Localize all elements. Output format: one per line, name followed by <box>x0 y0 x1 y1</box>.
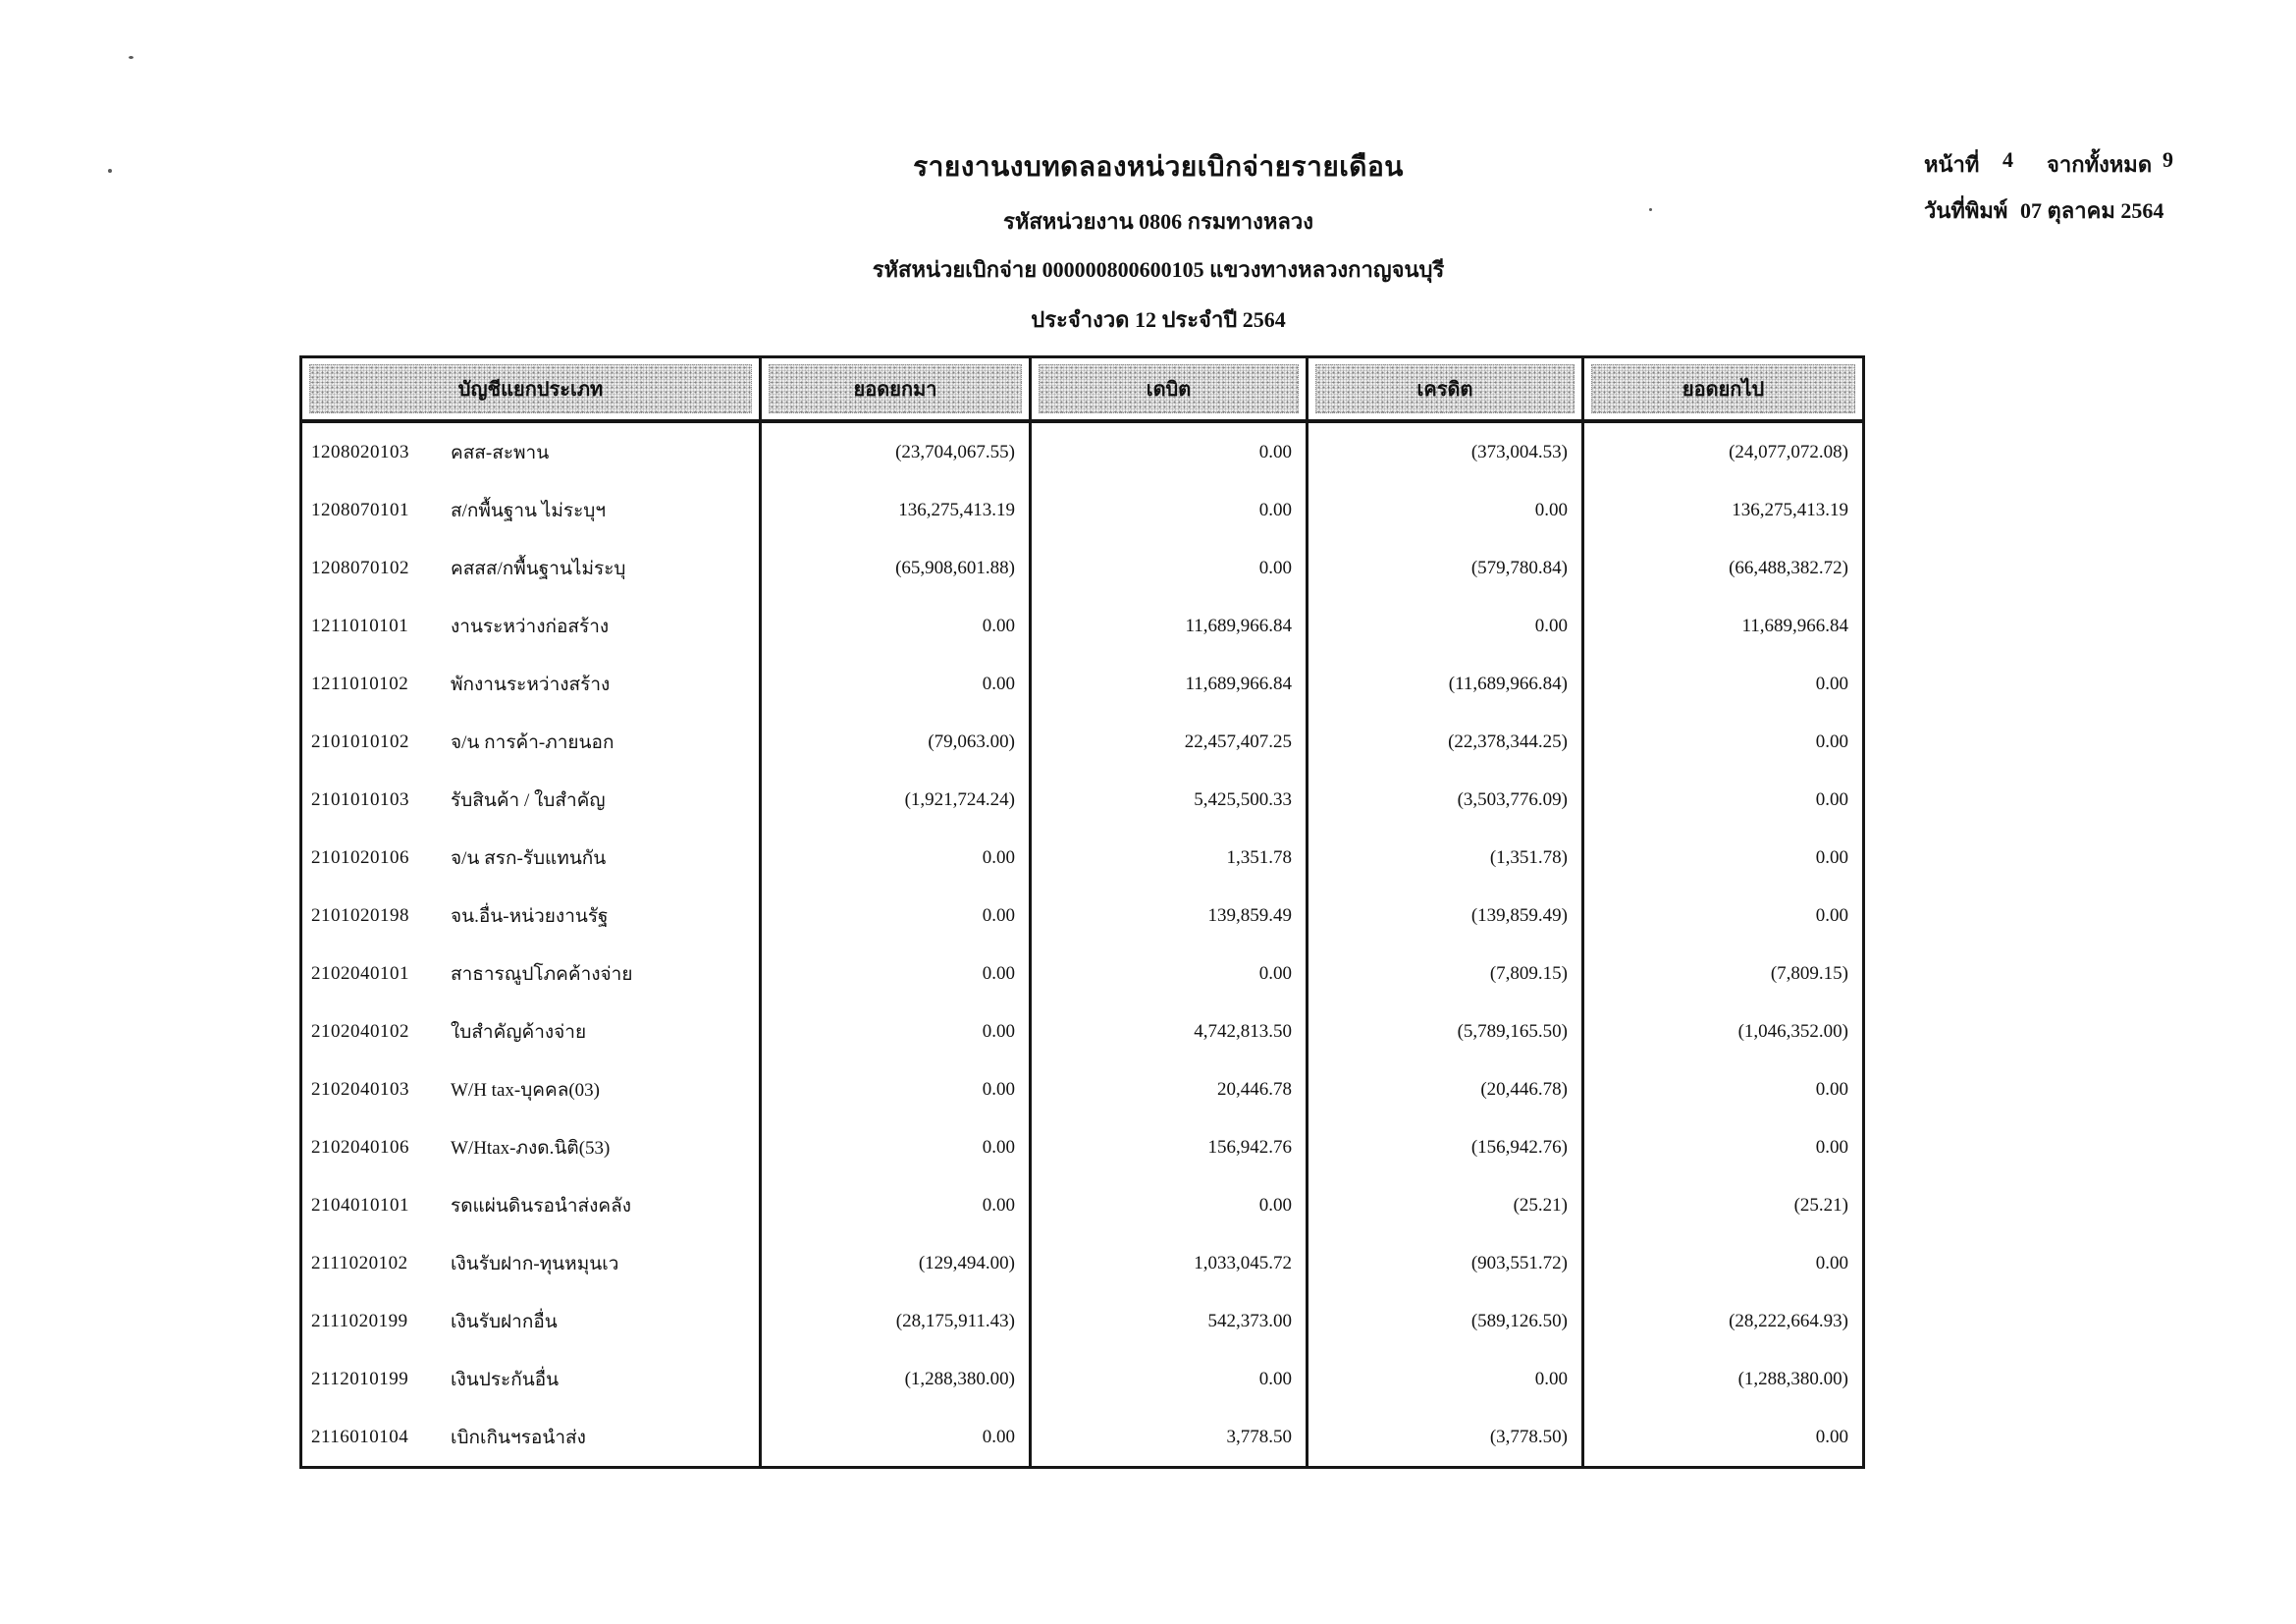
table-row <box>302 1234 1862 1292</box>
table-row <box>302 1060 1862 1118</box>
print-date-label: วันที่พิมพ์ <box>1924 198 2008 223</box>
account-cell <box>302 481 762 539</box>
carried-forward-value: (25.21) <box>1793 1194 1848 1216</box>
table-row <box>302 713 1862 771</box>
table-row <box>302 829 1862 887</box>
brought-forward-value: 0.00 <box>762 597 1032 655</box>
credit-value: (373,004.53) <box>1308 423 1584 481</box>
account-name: รับสินค้า / ใบสำคัญ <box>451 789 606 811</box>
table-row <box>302 655 1862 713</box>
account-name: เงินประกันอื่น <box>451 1369 560 1390</box>
debit-value: 0.00 <box>1032 1176 1308 1234</box>
header-label-credit: เครดิต <box>1315 364 1575 413</box>
account-name: คสสส/กพื้นฐานไม่ระบุ <box>451 558 626 579</box>
credit-value: (20,446.78) <box>1308 1060 1584 1118</box>
disbursing-unit-line: รหัสหน่วยเบิกจ่าย 000000800600105 แขวงทางหลวงกาญจนบุรี <box>872 257 1445 282</box>
carried-forward-value: 0.00 <box>1815 1136 1848 1158</box>
brought-forward-value: (1,288,380.00) <box>762 1350 1032 1408</box>
account-cell <box>302 655 762 713</box>
brought-forward-value: 0.00 <box>762 1002 1032 1060</box>
header-label-debit: เดบิต <box>1039 364 1299 413</box>
debit-value: 22,457,407.25 <box>1032 713 1308 771</box>
brought-forward-value: (28,175,911.43) <box>762 1292 1032 1350</box>
trial-balance-table <box>299 355 1865 1469</box>
scan-speck <box>108 169 112 173</box>
header-label-account: บัญชีแยกประเภท <box>309 364 752 413</box>
account-name: เบิกเกินฯรอนำส่ง <box>451 1427 586 1448</box>
table-row <box>302 597 1862 655</box>
table-header-row <box>302 358 1862 423</box>
brought-forward-value: 136,275,413.19 <box>762 481 1032 539</box>
carried-forward-value: (24,077,072.08) <box>1729 441 1848 462</box>
brought-forward-value: 0.00 <box>762 1408 1032 1466</box>
account-name: ใบสำคัญค้างจ่าย <box>451 1021 587 1043</box>
account-cell <box>302 1408 762 1466</box>
account-code: 2104010101 <box>311 1194 409 1216</box>
table-row <box>302 1002 1862 1060</box>
credit-value: (579,780.84) <box>1308 539 1584 597</box>
carried-forward-value: 0.00 <box>1815 1426 1848 1447</box>
table-row <box>302 539 1862 597</box>
account-name: จ/น สรก-รับแทนกัน <box>451 847 607 869</box>
credit-value: (156,942.76) <box>1308 1118 1584 1176</box>
debit-value: 1,351.78 <box>1032 829 1308 887</box>
brought-forward-value: 0.00 <box>762 1176 1032 1234</box>
carried-forward-value: 0.00 <box>1815 731 1848 752</box>
account-code: 2112010199 <box>311 1368 409 1389</box>
report-header <box>648 145 1669 351</box>
header-cell-debit <box>1032 358 1308 419</box>
account-cell <box>302 829 762 887</box>
scan-speck <box>129 56 133 59</box>
brought-forward-value: (23,704,067.55) <box>762 423 1032 481</box>
brought-forward-value: 0.00 <box>762 1118 1032 1176</box>
table-row <box>302 481 1862 539</box>
carried-forward-value: 11,689,966.84 <box>1741 615 1848 636</box>
credit-value: (1,351.78) <box>1308 829 1584 887</box>
table-row <box>302 1408 1862 1466</box>
account-cell <box>302 539 762 597</box>
account-name: W/Htax-ภงด.นิติ(53) <box>451 1137 611 1159</box>
carried-forward-value: (1,288,380.00) <box>1737 1368 1848 1389</box>
account-cell <box>302 1350 762 1408</box>
agency-code-line: รหัสหน่วยงาน 0806 กรมทางหลวง <box>1003 209 1313 234</box>
account-name: เงินรับฝากอื่น <box>451 1311 558 1332</box>
account-code: 2101010103 <box>311 788 409 810</box>
carried-forward-value: 0.00 <box>1815 673 1848 694</box>
debit-value: 0.00 <box>1032 1350 1308 1408</box>
debit-value: 11,689,966.84 <box>1032 597 1308 655</box>
credit-value: (5,789,165.50) <box>1308 1002 1584 1060</box>
account-cell <box>302 597 762 655</box>
carried-forward-value: 0.00 <box>1815 846 1848 868</box>
debit-value: 0.00 <box>1032 945 1308 1002</box>
table-row <box>302 423 1862 481</box>
credit-value: 0.00 <box>1308 481 1584 539</box>
credit-value: (139,859.49) <box>1308 887 1584 945</box>
account-cell <box>302 713 762 771</box>
account-cell <box>302 1234 762 1292</box>
account-code: 2101020106 <box>311 846 409 868</box>
total-pages: 9 <box>2163 147 2173 172</box>
page-info <box>1924 147 2277 240</box>
account-code: 2102040101 <box>311 962 409 984</box>
credit-value: (903,551.72) <box>1308 1234 1584 1292</box>
account-name: งานระหว่างก่อสร้าง <box>451 616 610 637</box>
account-name: เงินรับฝาก-ทุนหมุนเว <box>451 1253 619 1274</box>
debit-value: 11,689,966.84 <box>1032 655 1308 713</box>
credit-value: 0.00 <box>1308 1350 1584 1408</box>
debit-value: 1,033,045.72 <box>1032 1234 1308 1292</box>
credit-value: (3,503,776.09) <box>1308 771 1584 829</box>
header-cell-account <box>302 358 762 419</box>
credit-value: (3,778.50) <box>1308 1408 1584 1466</box>
page-label: หน้าที่ <box>1924 152 1980 177</box>
print-date-line <box>1924 193 2277 228</box>
account-code: 1211010102 <box>311 673 409 694</box>
table-row <box>302 887 1862 945</box>
account-name: W/H tax-บุคคล(03) <box>451 1079 600 1101</box>
credit-value: 0.00 <box>1308 597 1584 655</box>
account-cell <box>302 1002 762 1060</box>
header-cell-carried-forward <box>1584 358 1862 419</box>
carried-forward-value: 0.00 <box>1815 1252 1848 1273</box>
brought-forward-value: 0.00 <box>762 655 1032 713</box>
table-row <box>302 1350 1862 1408</box>
account-name: จน.อื่น-หน่วยงานรัฐ <box>451 905 609 927</box>
account-cell <box>302 1176 762 1234</box>
brought-forward-value: 0.00 <box>762 945 1032 1002</box>
account-cell <box>302 1118 762 1176</box>
account-cell <box>302 1060 762 1118</box>
header-cell-brought-forward <box>762 358 1032 419</box>
account-code: 1208070101 <box>311 499 409 520</box>
carried-forward-value: 0.00 <box>1815 904 1848 926</box>
carried-forward-value: (1,046,352.00) <box>1737 1020 1848 1042</box>
debit-value: 156,942.76 <box>1032 1118 1308 1176</box>
account-name: พักงานระหว่างสร้าง <box>451 674 611 695</box>
account-code: 1211010101 <box>311 615 409 636</box>
header-label-brought-forward: ยอดยกมา <box>769 364 1022 413</box>
account-code: 2101010102 <box>311 731 409 752</box>
account-name: จ/น การค้า-ภายนอก <box>451 731 614 753</box>
carried-forward-value: 0.00 <box>1815 1078 1848 1100</box>
table-row <box>302 1176 1862 1234</box>
account-code: 2101020198 <box>311 904 409 926</box>
brought-forward-value: (79,063.00) <box>762 713 1032 771</box>
table-row <box>302 1292 1862 1350</box>
of-total-label: จากทั้งหมด <box>2047 152 2153 177</box>
debit-value: 542,373.00 <box>1032 1292 1308 1350</box>
account-cell <box>302 423 762 481</box>
account-code: 1208070102 <box>311 557 409 578</box>
account-code: 2111020102 <box>311 1252 408 1273</box>
header-label-carried-forward: ยอดยกไป <box>1591 364 1855 413</box>
carried-forward-value: 136,275,413.19 <box>1732 499 1848 520</box>
account-code: 2102040103 <box>311 1078 409 1100</box>
account-cell <box>302 771 762 829</box>
carried-forward-value: 0.00 <box>1815 788 1848 810</box>
debit-value: 4,742,813.50 <box>1032 1002 1308 1060</box>
account-code: 2102040102 <box>311 1020 409 1042</box>
account-code: 2116010104 <box>311 1426 409 1447</box>
account-cell <box>302 1292 762 1350</box>
credit-value: (589,126.50) <box>1308 1292 1584 1350</box>
carried-forward-value: (66,488,382.72) <box>1729 557 1848 578</box>
account-name: สาธารณูปโภคค้างจ่าย <box>451 963 633 985</box>
page-number-line <box>1924 147 2277 182</box>
page-number: 4 <box>2002 147 2013 172</box>
carried-forward-value: (7,809.15) <box>1770 962 1848 984</box>
period-line: ประจำงวด 12 ประจำปี 2564 <box>1031 307 1286 332</box>
debit-value: 0.00 <box>1032 481 1308 539</box>
brought-forward-value: 0.00 <box>762 1060 1032 1118</box>
account-name: คสส-สะพาน <box>451 442 550 463</box>
print-date: 07 ตุลาคม 2564 <box>2020 198 2164 223</box>
table-row <box>302 945 1862 1002</box>
credit-value: (11,689,966.84) <box>1308 655 1584 713</box>
account-code: 2111020199 <box>311 1310 408 1331</box>
credit-value: (7,809.15) <box>1308 945 1584 1002</box>
table-body <box>302 423 1862 1466</box>
account-name: รดแผ่นดินรอนำส่งคลัง <box>451 1195 632 1217</box>
brought-forward-value: 0.00 <box>762 887 1032 945</box>
header-cell-credit <box>1308 358 1584 419</box>
table-row <box>302 771 1862 829</box>
debit-value: 0.00 <box>1032 539 1308 597</box>
debit-value: 0.00 <box>1032 423 1308 481</box>
table-row <box>302 1118 1862 1176</box>
account-cell <box>302 887 762 945</box>
account-code: 2102040106 <box>311 1136 409 1158</box>
debit-value: 5,425,500.33 <box>1032 771 1308 829</box>
account-cell <box>302 945 762 1002</box>
brought-forward-value: (129,494.00) <box>762 1234 1032 1292</box>
brought-forward-value: (65,908,601.88) <box>762 539 1032 597</box>
credit-value: (25.21) <box>1308 1176 1584 1234</box>
debit-value: 139,859.49 <box>1032 887 1308 945</box>
account-name: ส/กพื้นฐาน ไม่ระบุฯ <box>451 500 607 521</box>
credit-value: (22,378,344.25) <box>1308 713 1584 771</box>
debit-value: 20,446.78 <box>1032 1060 1308 1118</box>
brought-forward-value: 0.00 <box>762 829 1032 887</box>
report-title: รายงานงบทดลองหน่วยเบิกจ่ายรายเดือน <box>913 152 1404 183</box>
debit-value: 3,778.50 <box>1032 1408 1308 1466</box>
brought-forward-value: (1,921,724.24) <box>762 771 1032 829</box>
carried-forward-value: (28,222,664.93) <box>1729 1310 1848 1331</box>
account-code: 1208020103 <box>311 441 409 462</box>
